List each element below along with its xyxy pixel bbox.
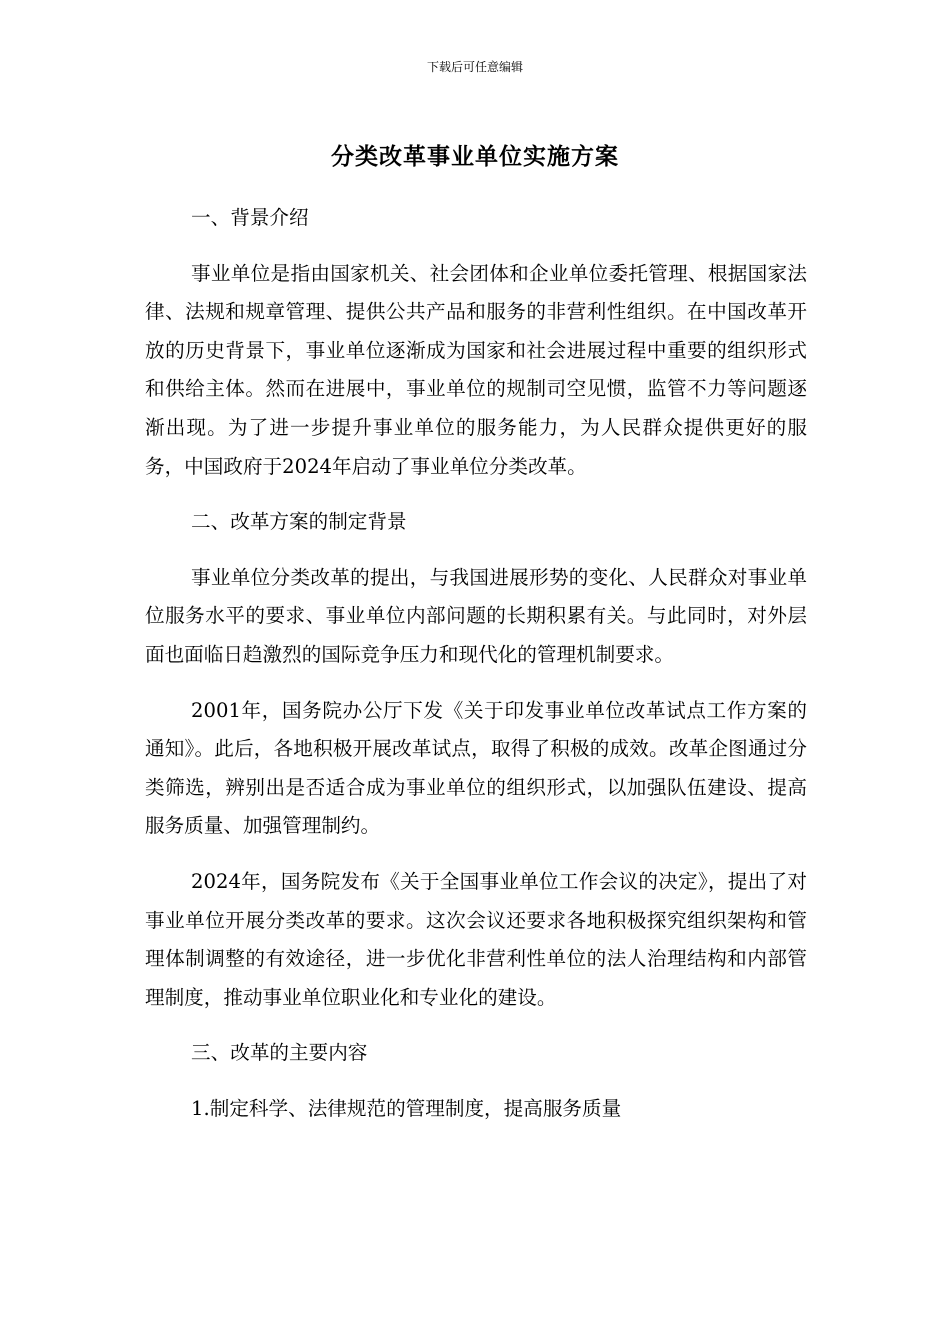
paragraph-reform-reasons: 事业单位分类改革的提出，与我国进展形势的变化、人民群众对事业单位服务水平的要求、事业单位内部问题的长期积累有关。与此同时，对外层面也面临日趋激烈的国际竞争压力和现代化的管理机制要求。 bbox=[145, 565, 807, 666]
paragraph-2001-pilot: 2001年，国务院办公厅下发《关于印发事业单位改革试点工作方案的通知》。此后，各地积极开展改革试点，取得了积极的成效。改革企图通过分类筛选，辨别出是否适合成为事业单位的组织形式，以加强队伍建设、提高服务质量、加强管理制约。 bbox=[145, 698, 807, 838]
paragraph-background: 事业单位是指由国家机关、社会团体和企业单位委托管理、根据国家法律、法规和规章管理、提供公共产品和服务的非营利性组织。在中国改革开放的历史背景下，事业单位逐渐成为国家和社会进展过程中重要的组织形式和供给主体。然而在进展中，事业单位的规制司空见惯，监管不力等问题逐渐出现。为了进一步提升事业单位的服务能力，为人民群众提供更好的服务，中国政府于2024年启动了事业单位分类改革。 bbox=[145, 261, 807, 478]
section-heading-plan-background: 二、改革方案的制定背景 bbox=[191, 510, 407, 534]
section-heading-main-content: 三、改革的主要内容 bbox=[191, 1041, 368, 1065]
document-title: 分类改革事业单位实施方案 bbox=[331, 144, 619, 170]
paragraph-2024-decision: 2024年，国务院发布《关于全国事业单位工作会议的决定》，提出了对事业单位开展分类改革的要求。这次会议还要求各地积极探究组织架构和管理体制调整的有效途径，进一步优化非营利性单位的法人治理结构和内部管理制度，推动事业单位职业化和专业化的建设。 bbox=[145, 869, 807, 1009]
subheading-item-1: 1.制定科学、法律规范的管理制度，提高服务质量 bbox=[191, 1096, 622, 1120]
document-body bbox=[145, 199, 807, 1145]
section-heading-background: 一、背景介绍 bbox=[191, 206, 309, 229]
header-note: 下载后可任意编辑 bbox=[426, 60, 523, 74]
